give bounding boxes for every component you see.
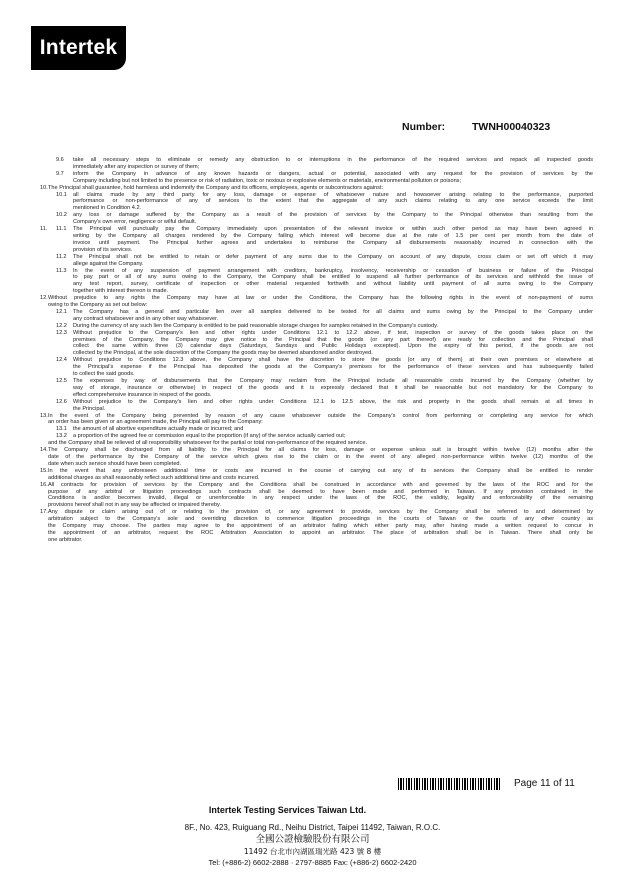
clause-line: During the currency of any such lien the Company is entitled to be paid reasonable storage charges for samples retained in the Company's custody. <box>73 322 439 329</box>
clause-line: an order has been given or an agreement made, the Principal will pay to the Company: <box>48 419 263 426</box>
clause <box>40 254 593 268</box>
clause <box>40 468 593 482</box>
clause-line: to pay part or all of any sums owing to the Company, the Company shall be entitled to suspend all further performance of its services and withhold the issue of <box>73 274 593 281</box>
clause <box>40 357 593 378</box>
clause-line: Without prejudice to the Company's lien and other rights under Conditions 12.1 to 12.2 above, if test, inspection or survey of the goods takes place on the <box>73 329 593 336</box>
clause-line: the amount of all abortive expenditure actually made or incurred; and <box>73 426 244 433</box>
clause <box>40 509 593 544</box>
clause-line: to collect the said goods. <box>73 371 135 378</box>
clause-line: In the event of any suspension of payment arrangement with creditors, bankruptcy, insolvency, receivership or cessation of business or failure of the Principal <box>73 267 593 274</box>
document-number-label: Number: <box>402 121 446 133</box>
clause <box>40 309 593 323</box>
page-number: Page 11 of 11 <box>514 778 575 789</box>
clause-number: 13.1 <box>56 426 67 433</box>
clause <box>40 295 593 309</box>
intertek-logo: Intertek <box>31 26 126 70</box>
clause-line: any contract whatsoever and in any other way whatsoever. <box>73 315 219 322</box>
clause-number: 17. <box>40 509 48 516</box>
clause-number: 14. <box>40 447 48 454</box>
clause-line: all claims made by any third party for any loss, damage or expense of whatsoever nature and howsoever arising relating to the performance, purported <box>73 191 593 198</box>
clause-line: take all necessary steps to eliminate or remedy any obstruction to or interruptions in the performance of the required services and repack all inspected goods <box>73 157 593 163</box>
clause <box>40 413 593 427</box>
footer-address-chinese: 11492 台北市內湖區瑞光路 423 號 8 樓 <box>243 847 382 856</box>
clause-line: arbitration subject to the Company's sole and overriding discretion to commence litigation proceedings in the courts of Taiwan or the courts of any other country as <box>48 516 593 523</box>
clause-number: 9.6 <box>56 157 64 163</box>
clause-number: 13.2 <box>56 433 67 440</box>
clause-line: way of storage, insurance or otherwise) in respect of the goods and it is expressly declared that it shall be reasonable but not mandatory for the Company to <box>73 384 593 391</box>
clause-line: date when such service should have been completed. <box>48 460 182 467</box>
clause-line: together with interest thereon is made. <box>73 288 169 295</box>
clause-number: 10.2 <box>56 212 67 219</box>
clause <box>40 192 593 213</box>
clause-line: any loss or damage suffered by the Company as a result of the provision of services by the Company to the Principal otherwise than resulting from the <box>73 212 593 219</box>
clause-line: The Principal shall guarantee, hold harmless and indemnify the Company and its officers, employees, agents or subcontractors against: <box>48 184 384 191</box>
clause-line: premises of the Company, the Company may give notice to the Principal that the goods (or any part thereof) are ready for collection and the Principal shall <box>73 336 593 343</box>
clause <box>40 433 593 440</box>
clause-line: and the Company shall be relieved of all responsibility whatsoever for the partial or total non-performance of the required service. <box>48 440 368 447</box>
clause-line: purpose of any arbitral or litigation proceedings such contracts shall be deemed to have been made and performed in Taiwan. If any provision contained in the <box>48 488 593 495</box>
clause-number: 12.6 <box>56 398 67 405</box>
clause <box>40 440 593 447</box>
clause-line: date of the performance by the Company of the service which gives rise to the claim or in the event of any alleged non-performance within twelve (12) months of the <box>48 453 593 460</box>
document-number <box>0 121 635 135</box>
clause <box>40 426 593 433</box>
footer-phone-fax: Tel: (+886-2) 6602-2888 · 2797-8885 Fax: (+886-2) 6602-2420 <box>208 858 417 867</box>
clause-number: 12. <box>40 295 48 302</box>
clause-line: mentioned in Condition 4.2. <box>73 205 142 212</box>
clause-line: inform the Company in advance of any known hazards or dangers, actual or potential, associated with any request for the provision of services by the <box>73 170 593 177</box>
clause-line: In the event that any unforeseen additional time or costs are incurred in the course of carrying out any of its services the Company shall be entitled to render <box>48 467 593 474</box>
clause-line: immediately after any inspection or survey of them; <box>73 163 200 170</box>
clause-line: the Principal. <box>73 405 106 412</box>
clause <box>40 171 593 185</box>
footer-company-chinese: 全國公證檢驗股份有限公司 <box>255 834 370 845</box>
clause <box>40 330 593 358</box>
clause-line: Conditions is and/or becomes invalid, illegal or unenforceable in any respect under the laws of the ROC, the validity, legality and enforceability of the remaining <box>48 495 593 502</box>
clause-number: 12.1 <box>56 308 67 315</box>
clause-number: 11. <box>40 226 48 233</box>
clause-line: the appointment of an arbitrator, request the ROC Arbitration Association to appoint an arbitrator. The place of arbitration shall be in Taiwan. There shall only be <box>48 529 593 536</box>
clause-line: effect comprehensive insurance in respect of the goods. <box>73 391 212 398</box>
clause-line: The Principal shall not be entitled to retain or defer payment of any sums due to the Company on account of any dispute, cross claim or set off which it may <box>73 253 593 260</box>
terms-and-conditions <box>40 157 593 544</box>
clause-number: 16. <box>40 481 48 488</box>
clause-line: writing by the Company all charges rendered by the Company failing which interest will become due at the rate of 1.5 per cent per month from the date of <box>73 232 593 239</box>
clause-line: Company's own error, negligence or wilful default. <box>73 219 197 226</box>
clause-line: a proportion of the agreed fee or commission equal to the proportion (if any) of the service actually carried out; <box>73 433 346 440</box>
clause <box>40 399 593 413</box>
clause-line: Without prejudice to the Company's lien and other rights under Conditions 12.1 to 12.5 above, the risk and property in the goods shall remain at all times in <box>73 398 593 405</box>
clause <box>40 482 593 510</box>
clause-line: The expenses by way of disbursements that the Company may reclaim from the Principal include all reasonable costs incurred by the Company (whether by <box>73 378 593 384</box>
clause-line: Any dispute or claim arising out of or relating to the provision of, or any agreement to provide, services by the Company shall be referred to and determined by <box>48 509 593 516</box>
clause-number: 11.2 <box>56 253 67 260</box>
clause <box>40 212 593 226</box>
clause-line: All contracts for provision of services by the Company and the Conditions shall be construed in accordance with and governed by the laws of the ROC and for the <box>48 481 593 488</box>
clause-line: additional charges as shall reasonably reflect such additional time and costs incurred. <box>48 474 260 481</box>
clause-number: 11.3 <box>56 267 67 274</box>
clause-line: provision of its services. <box>73 246 133 253</box>
clause <box>40 157 593 171</box>
clause-line: any test report, survey, certificate of inspection or other material requested forthwith and without liability until payment of all sums owing to the Company <box>73 281 593 288</box>
clause <box>40 226 593 254</box>
clause-line: Without prejudice to Conditions 12.3 above, the Company shall have the discretion to store the goods (or any of them) at their own premises or elsewhere at <box>73 357 593 364</box>
clause-line: the Principal's expense if the Principal has deposited the goods at the Company's premises for the performance of these services and has subsequently failed <box>73 364 593 371</box>
clause <box>40 447 593 468</box>
clause <box>40 268 593 296</box>
clause-number: 12.4 <box>56 357 67 364</box>
footer-address: 8F., No. 423, Ruiguang Rd., Neihu District, Taipei 11492, Taiwan, R.O.C. <box>184 823 441 832</box>
clause <box>40 185 593 192</box>
clause-number: 12.5 <box>56 378 67 384</box>
clause-line: Company including but not limited to the presence or risk of radiation, toxic or noxious or explosive elements or materials, environmental pollution or poisons; <box>73 177 462 184</box>
clause-line: In the event of the Company being prevented by reason of any cause whatsoever outside the Company's control from performing or completing any service for which <box>48 412 593 419</box>
clause-number: 9.7 <box>56 170 64 177</box>
clause-line: provisions hereof shall not in any way be affected or impaired thereby. <box>48 502 221 509</box>
clause-number: 13. <box>40 412 48 419</box>
clause-line: allege against the Company. <box>73 260 144 267</box>
clause-line: invoice until payment. The Principal further agrees and undertakes to reimburse the Company all disbursements reasonably incurred in connection with the <box>73 239 593 246</box>
clause-line: owing to the Company as set out below: <box>48 302 148 309</box>
clause-line: performance or non-performance of any of services to the extent that the aggregate of any such claims relating to any one service exceeds the limit <box>73 198 593 205</box>
footer-company: Intertek Testing Services Taiwan Ltd. <box>208 805 367 815</box>
clause-line: collected by the Principal, at the sole discretion of the Company the goods may be deemed abandoned and/or destroyed. <box>73 350 373 357</box>
clause-line: The Principal will punctually pay the Company immediately upon presentation of the relevant invoice or within such other period as may have been agreed in <box>73 226 593 233</box>
clause-line: the Company may choose. The parties may agree to the appointment of an arbitrator failing which either party may, after having made a written request to concur in <box>48 523 593 530</box>
footer <box>0 804 635 868</box>
clause <box>40 378 593 399</box>
clause-number: 12.2 <box>56 322 67 329</box>
clause-line: The Company has a general and particular lien over all samples delivered to be tested for all claims and sums owing by the Principal to the Company under <box>73 308 593 315</box>
clause-line: collect the same within three (3) calendar days (Saturdays, Sundays and Public Holidays excepted). Upon the expiry of this period, if the goods are not <box>73 343 593 350</box>
clause-number: 15. <box>40 467 48 474</box>
clause-number: 12.3 <box>56 329 67 336</box>
clause-line: one arbitrator. <box>48 536 83 543</box>
clause-number: 10. <box>40 184 48 191</box>
clause-line: Without prejudice to any rights the Company may have at law or under the Conditions, the Company has the following rights in the event of non-payment of sums <box>48 295 593 302</box>
document-number-value: TWNH00040323 <box>472 121 551 133</box>
clause-number: 10.1 <box>56 191 67 198</box>
barcode <box>398 778 502 790</box>
clause-number: 11.1 <box>56 226 67 233</box>
clause <box>40 323 593 330</box>
clause-line: The Company shall be discharged from all liability to the Principal for all claims for loss, damage or expense unless suit is brought within twelve (12) months after the <box>48 447 593 454</box>
